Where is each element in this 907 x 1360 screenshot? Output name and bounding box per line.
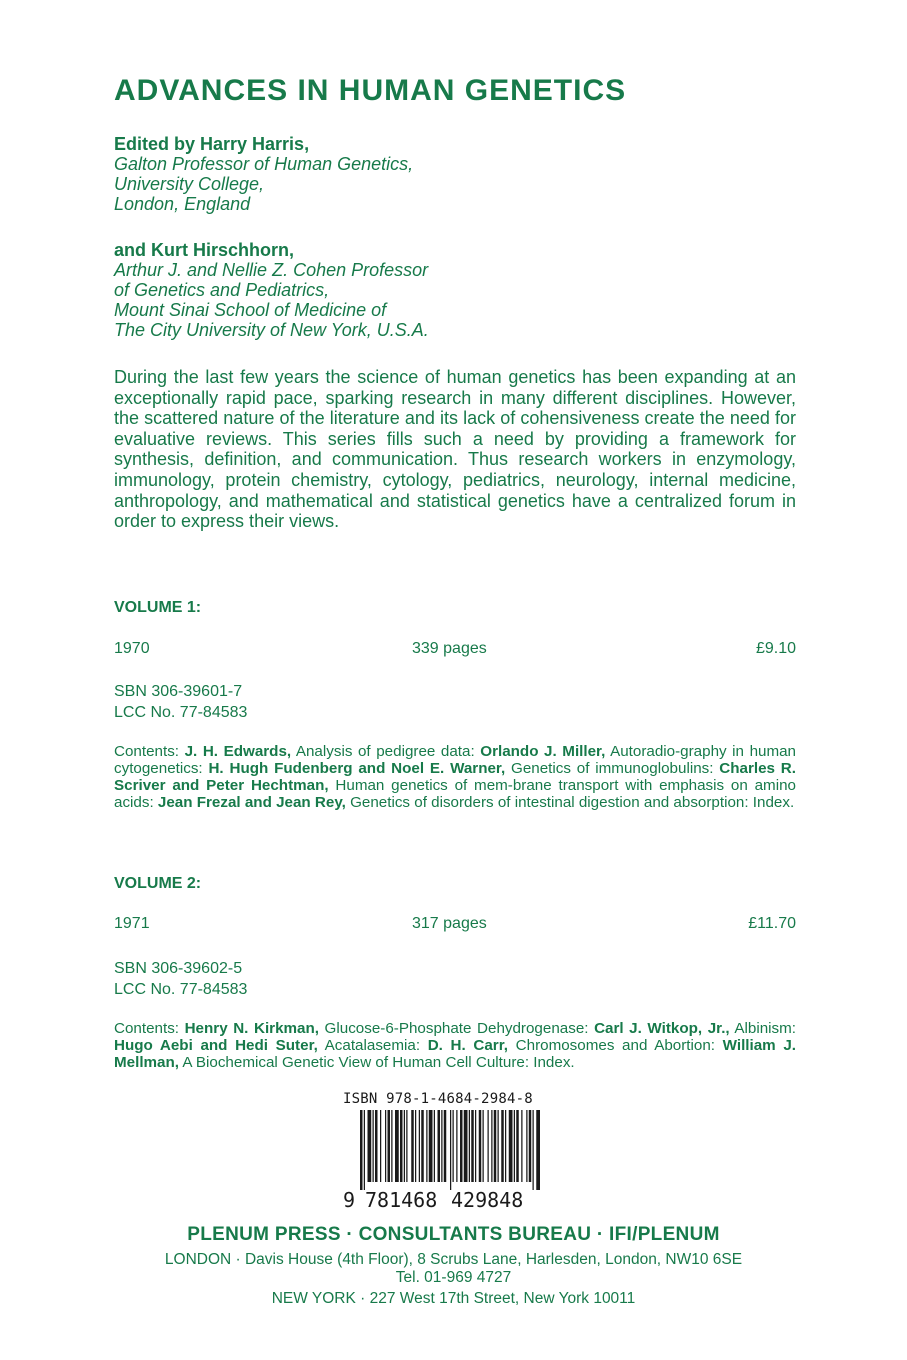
contents-text: Human genetics of mem-brane transport with emphasis on amino acids: xyxy=(114,777,796,811)
volume-1-details xyxy=(114,640,796,660)
editor-block-1 xyxy=(114,134,413,214)
editor-affiliation-line: Mount Sinai School of Medicine of xyxy=(114,300,387,320)
barcode-bar xyxy=(488,1110,489,1182)
barcode-bar xyxy=(395,1110,399,1182)
contents-author: H. Hugh Fudenberg and Noel E. Warner, xyxy=(208,760,506,777)
volume-2-details xyxy=(114,915,796,935)
series-title: ADVANCES IN HUMAN GENETICS xyxy=(114,74,627,107)
newyork-address: NEW YORK · 227 West 17th Street, New York 10011 xyxy=(271,1290,636,1307)
contents-text: Analysis of pedigree data: xyxy=(291,743,481,760)
editor-affiliation-line: University College, xyxy=(114,174,265,194)
barcode-bar xyxy=(516,1110,519,1182)
barcode-bar xyxy=(391,1110,392,1182)
barcode-bar xyxy=(406,1110,407,1182)
contents-author: J. H. Edwards, xyxy=(184,743,292,760)
volume-1-contents xyxy=(114,743,796,811)
barcode-bar xyxy=(380,1110,381,1182)
barcode-bar xyxy=(450,1110,451,1190)
barcode-bar xyxy=(533,1110,534,1190)
barcode-bar xyxy=(438,1110,441,1182)
series-description: During the last few years the science of human genetics has been expanding at an exceptionally rapid pace, sparking research in many different disciplines. However, the scattered nature of the literature and its lack of cohensiveness create the need for evaluative reviews. This series fills such a need by providing a framework for synthesis, definition, and communication. Thus research workers in enzymology, immunology, protein chemistry, cytology, pediatrics, neurology, internal medicine, anthropology, and mathematical and statistical genetics have a centralized forum in order to express their views. xyxy=(114,367,796,532)
contents-author: Orlando J. Miller, xyxy=(480,743,606,760)
barcode-bar xyxy=(404,1110,405,1182)
editor-block-2 xyxy=(114,240,429,340)
barcode-bar xyxy=(444,1110,447,1182)
volume-lcc: LCC No. 77-84583 xyxy=(114,704,248,721)
barcode-bar xyxy=(494,1110,497,1182)
volume-1-codes xyxy=(114,681,247,723)
volume-price: £9.10 xyxy=(755,640,796,657)
barcode-bar xyxy=(411,1110,414,1182)
barcode-digit-group-1: 781468 xyxy=(365,1188,438,1212)
editor-name: Edited by Harry Harris, xyxy=(114,134,310,154)
contents-author: Carl J. Witkop, Jr., xyxy=(594,1020,730,1037)
barcode-bar xyxy=(514,1110,515,1182)
barcode-bar xyxy=(498,1110,499,1182)
barcode-bar xyxy=(460,1110,463,1182)
barcode-bar xyxy=(368,1110,372,1182)
barcode-bar xyxy=(469,1110,470,1182)
contents-author: William J. Mellman, xyxy=(114,1037,797,1071)
editor-affiliation-line: Arthur J. and Nellie Z. Cohen Professor xyxy=(114,260,429,280)
contents-text: Chromosomes and Abortion: xyxy=(508,1037,723,1054)
barcode-bar xyxy=(464,1110,468,1182)
volume-year: 1971 xyxy=(114,915,150,932)
volume-2-codes xyxy=(114,958,247,1000)
barcode-bar xyxy=(385,1110,386,1182)
london-telephone: Tel. 01-969 4727 xyxy=(395,1269,512,1286)
barcode-bar xyxy=(456,1110,457,1182)
editor-affiliation-line: of Genetics and Pediatrics, xyxy=(114,280,330,300)
contents-author: Henry N. Kirkman, xyxy=(184,1020,319,1037)
barcode xyxy=(360,1110,540,1190)
contents-text: Genetics of immunoglobulins: xyxy=(505,760,720,777)
contents-author: Hugo Aebi and Hedi Suter, xyxy=(114,1037,318,1054)
editor-affiliation-line: London, England xyxy=(114,194,251,214)
contents-text: Contents: xyxy=(114,743,185,760)
editor-name: and Kurt Hirschhorn, xyxy=(114,240,295,260)
editor-affiliation-line: Galton Professor of Human Genetics, xyxy=(114,154,414,174)
contents-text: Albinism: xyxy=(729,1020,797,1037)
barcode-bar xyxy=(479,1110,482,1182)
volume-lcc: LCC No. 77-84583 xyxy=(114,981,248,998)
barcode-bar xyxy=(526,1110,527,1182)
volume-1-heading: VOLUME 1: xyxy=(114,599,202,616)
editor-affiliation-line: The City University of New York, U.S.A. xyxy=(114,320,429,340)
volume-price: £11.70 xyxy=(748,915,796,932)
london-address: LONDON · Davis House (4th Floor), 8 Scrubs Lane, Harlesden, London, NW10 6SE xyxy=(164,1251,743,1268)
contents-text: Acatalasemia: xyxy=(317,1037,428,1054)
volume-2-heading: VOLUME 2: xyxy=(114,875,202,892)
contents-author: Jean Frezal and Jean Rey, xyxy=(157,794,346,811)
barcode-bar xyxy=(509,1110,513,1182)
volume-sbn: SBN 306-39601-7 xyxy=(114,683,243,700)
barcode-bar xyxy=(400,1110,403,1182)
barcode-bar xyxy=(364,1110,365,1190)
barcode-bar xyxy=(521,1110,522,1182)
barcode-bar xyxy=(453,1110,454,1182)
contents-text: Glucose-6-Phosphate Dehydrogenase: xyxy=(318,1020,595,1037)
contents-text: Genetics of disorders of intestinal digestion and absorption: Index. xyxy=(345,794,795,811)
barcode-bar xyxy=(375,1110,378,1182)
barcode-digit-group-2: 429848 xyxy=(451,1188,524,1212)
barcode-bar xyxy=(360,1110,363,1190)
barcode-bar xyxy=(505,1110,506,1182)
barcode-bar xyxy=(415,1110,416,1182)
contents-text: Autoradio-graphy in human cytogenetics: xyxy=(114,743,797,777)
barcode-bar xyxy=(491,1110,492,1182)
barcode-bar xyxy=(419,1110,420,1182)
volume-sbn: SBN 306-39602-5 xyxy=(114,960,243,977)
barcode-bar xyxy=(471,1110,474,1182)
volume-pages: 317 pages xyxy=(412,915,487,932)
contents-author: Charles R. Scriver and Peter Hechtman, xyxy=(114,760,796,794)
barcode-bar xyxy=(475,1110,476,1182)
volume-pages: 339 pages xyxy=(412,640,487,657)
barcode-bar xyxy=(429,1110,433,1182)
barcode-bar xyxy=(441,1110,442,1182)
contents-author: D. H. Carr, xyxy=(427,1037,509,1054)
barcode-bar xyxy=(421,1110,424,1182)
barcode-bar xyxy=(483,1110,484,1182)
barcode-bar xyxy=(529,1110,532,1182)
barcode-bar xyxy=(373,1110,374,1182)
contents-text: Contents: xyxy=(114,1020,185,1037)
publisher-name: PLENUM PRESS · CONSULTANTS BUREAU · IFI/PLENUM xyxy=(187,1224,720,1245)
contents-text: A Biochemical Genetic View of Human Cell Culture: Index. xyxy=(179,1054,575,1071)
barcode-first-digit: 9 xyxy=(343,1188,356,1212)
barcode-bar xyxy=(434,1110,435,1182)
volume-year: 1970 xyxy=(114,640,150,657)
barcode-bar xyxy=(426,1110,427,1182)
barcode-bar xyxy=(536,1110,540,1190)
volume-2-contents xyxy=(114,1020,796,1071)
barcode-bar xyxy=(501,1110,504,1182)
barcode-bar xyxy=(388,1110,391,1182)
isbn-text: ISBN 978-1-4684-2984-8 xyxy=(343,1091,533,1107)
